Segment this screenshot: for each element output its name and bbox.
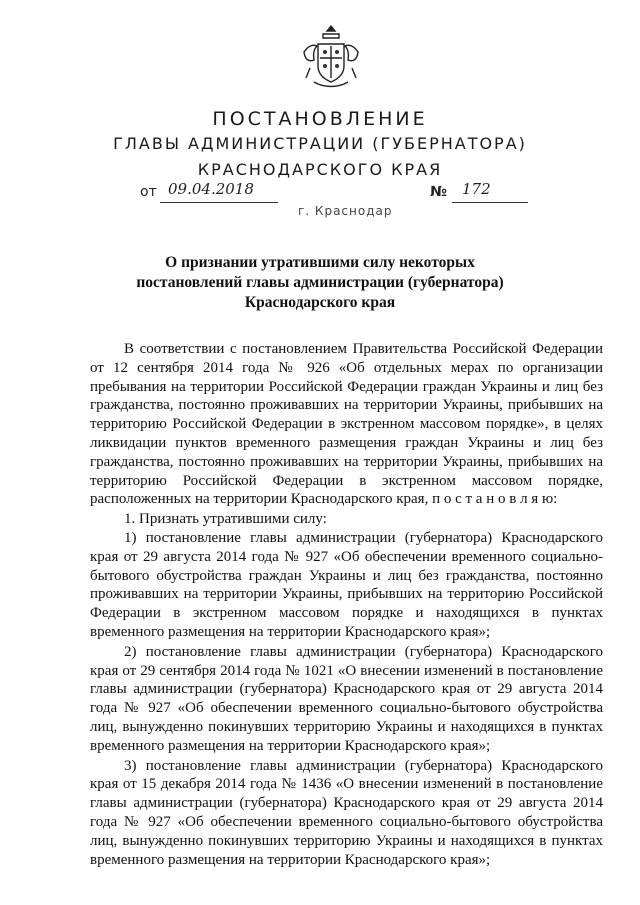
intro-paragraph: В соответствии с постановлением Правительства Российской Федерации от 12 сентября 2014 года № 926 «Об отдельных мерах по организации пребывания на территории Российской Федерации граждан Украины и лиц без гражданства, постоянно проживавших на территории Украины, прибывших на территорию Российской Федерации в экстренном массовом порядке», в целях ликвидации пунктов временного размещения граждан Украины и лиц без гражданства, постоянно проживавших на территории Украины, прибывших на территорию Российской Федерации в экстренном массовом порядке, расположенных на территории Краснодарского края, п о с т а н о в л я ю: (90, 341, 603, 508)
authority-heading: ГЛАВЫ АДМИНИСТРАЦИИ (ГУБЕРНАТОРА) (113, 134, 527, 153)
title-line-3: Краснодарского края (244, 294, 396, 311)
number-underline (452, 202, 528, 203)
document-title (0, 253, 640, 313)
title-line-2: постановлений главы администрации (губернатора) (136, 274, 504, 291)
coat-of-arms-icon (296, 22, 366, 92)
number-prefix: № (430, 184, 447, 200)
region-heading: КРАСНОДАРСКОГО КРАЯ (197, 160, 443, 179)
point-1: 1. Признать утратившими силу: (124, 511, 327, 528)
number-value: 172 (462, 180, 491, 198)
city-label: г. Краснодар (298, 204, 393, 218)
date-value: 09.04.2018 (168, 180, 254, 198)
date-prefix: от (140, 184, 157, 200)
subpoint-1: 1) постановление главы администрации (губернатора) Краснодарского края от 29 августа 2014 года № 927 «Об обеспечении временного социально-бытового обустройства граждан Украины и лиц без гражданства, постоянно проживавших на территории Украины, прибывших на территорию Российской Федерации в экстренном массовом порядке и находящихся в пунктах временного размещения на территории Краснодарского края»; (90, 529, 603, 640)
date-underline (160, 202, 278, 203)
subpoint-2: 2) постановление главы администрации (губернатора) Краснодарского края от 29 сентября 2014 года № 1021 «О внесении изменений в постановление главы администрации (губернатора) Краснодарского края от 29 августа 2014 года № 927 «Об обеспечении временного социально-бытового обустройства лиц, вынужденно покинувших территорию Украины и находящихся в пунктах временного размещения на территории Краснодарского края»; (90, 643, 603, 754)
document-type-heading: ПОСТАНОВЛЕНИЕ (212, 108, 428, 130)
document-body (90, 340, 603, 870)
title-line-1: О признании утратившими силу некоторых (165, 254, 475, 271)
subpoint-3: 3) постановление главы администрации (губернатора) Краснодарского края от 15 декабря 2014 года № 1436 «О внесении изменений в постановление главы администрации (губернатора) Краснодарского края от 29 августа 2014 года № 927 «Об обеспечении временного социально-бытового обустройства лиц, вынужденно покинувших территорию Украины и находящихся в пунктах временного размещения на территории Краснодарского края»; (90, 757, 603, 868)
